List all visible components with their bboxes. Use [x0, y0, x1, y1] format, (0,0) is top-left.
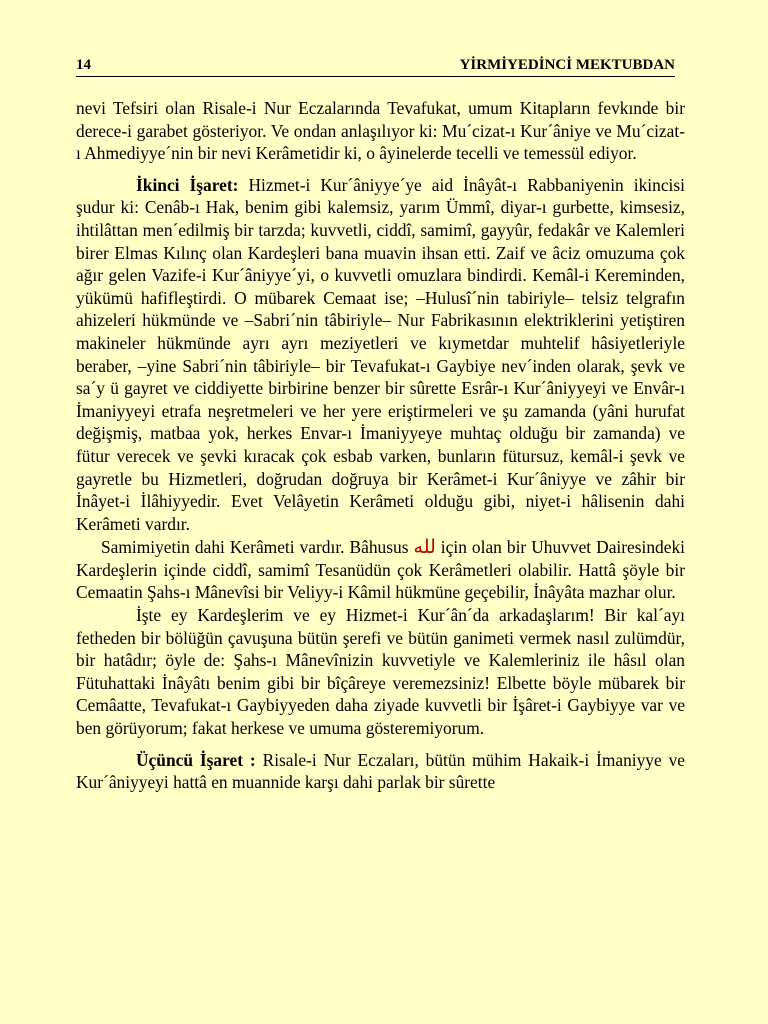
- paragraph-text: için olan bir Uhuvvet Dairesindeki Kardeşlerin içinde ciddî, samimî Tesanüdün çok Kerâmetleri olabilir. Hattâ şöyle bir Cemaatin Şahs-ı Mânevîsi bir Veliyy-i Kâmil hükmüne geçebilir, İnâyâta mazhar olur.: [76, 537, 686, 603]
- paragraph-ikinci-isaret: [76, 174, 685, 536]
- page-body: [76, 97, 685, 794]
- paragraph-continuation: [76, 97, 685, 165]
- paragraph-samimiyet: [76, 536, 685, 604]
- page-header: [76, 56, 675, 77]
- paragraph-iste-ey-kardeslerim: [76, 604, 685, 740]
- paragraph-ucuncu-isaret: [76, 749, 685, 794]
- paragraph-text: Samimiyetin dahi Kerâmeti vardır. Bâhusus: [101, 537, 414, 558]
- paragraph-text: nevi Tefsiri olan Risale-i Nur Eczalarında Tevafukat, umum Kitapların fevkınde bir derece-i garabet gösteriyor. Ve ondan anlaşılıyor ki: Mu´cizat-ı Kur´âniye ve Mu´cizat-ı Ahmediyye´nin bir nevi Kerâmetidir ki, o âyinelerde tecelli ve temessül ediyor.: [76, 98, 685, 164]
- running-title: YİRMİYEDİNCİ MEKTUBDAN: [459, 57, 675, 73]
- section-heading-ikinci-isaret: İkinci İşaret:: [136, 174, 239, 195]
- paragraph-text: İşte ey Kardeşlerim ve ey Hizmet-i Kur´ân´da arkadaşlarım! Bir kal´ayı fetheden bir bölüğün çavuşuna bütün şerefi ve bütün ganimeti vermek nasıl zulümdür, bir hatâdır; öyle de: Şahs-ı Mânevînizin kuvvetiyle ve Kalemleriniz ile hâsıl olan Fütuhattaki İnâyâtı benim gibi bir bîçâreye veremezsiniz! Elbette böyle mübarek bir Cemâatte, Tevafukat-ı Gaybiyyeden daha ziyade kuvvetli bir İşâret-i Gaybiyye var ve ben görüyorum; fakat herkese ve umuma gösteremiyorum.: [76, 605, 685, 739]
- arabic-word-lillah: لله: [413, 536, 436, 559]
- page-number: 14: [76, 57, 91, 73]
- paragraph-text: Risale-i Nur Eczaları, bütün mühim Hakaik-i İmaniyye ve Kur´âniyyeyi hattâ en muannide karşı dahi parlak bir sûrette: [76, 749, 685, 793]
- paragraph-text: Hizmet-i Kur´âniyye´ye aid İnâyât-ı Rabbaniyenin ikincisi şudur ki: Cenâb-ı Hak, benim gibi kalemsiz, yarım Ümmî, diyar-ı gurbette, kimsesiz, ihtilâttan men´edilmiş bir tarzda; kuvvetli, ciddî, samimî, gayyûr, fedakâr ve Kalemleri birer Elmas Kılınç olan Kardeşleri bana muavin ihsan etti. Zaif ve âciz omuzuma çok ağır gelen Vazife-i Kur´âniyye´yi, o kuvvetli omuzlara bindirdi. Kemâl-i Kereminden, yükümü hafifleştirdi. O mübarek Cemaat ise; –Hulusî´nin tabiriyle– telsiz telgrafın ahizeleri hükmünde ve –Sabri´nin tâbiriyle– Nur Fabrikasının elektriklerini yetiştiren makineler hükmünde ayrı ayrı meziyetleri ve kıymetdar muhtelif hâsiyetleriyle beraber, –yine Sabri´nin tâbiriyle– bir Tevafukat-ı Gaybiye nev´inden olarak, şevk ve sa´y ü gayret ve ciddiyette birbirine benzer bir sûrette Esrâr-ı Kur´âniyyeyi ve Envâr-ı İmaniyyeyi etrafa neşretmeleri ve her yere eriştirmeleri ve şu zamanda (yâni hurufat değişmiş, matbaa yok, herkes Envar-ı İmaniyyeye muhtaç olduğu bir zamanda) ve fütur verecek ve şevki kıracak çok esbab varken, bunların fütursuz, kemâl-i şevk ve gayretle bu Hizmetleri, doğrudan doğruya bir Kerâmet-i Kur´âniyye ve zâhir bir İnâyet-i İlâhiyyedir. Evet Velâyetin Kerâmeti olduğu gibi, niyet-i hâlisenin dahi Kerâmeti vardır.: [76, 174, 685, 534]
- section-heading-ucuncu-isaret: Üçüncü İşaret :: [136, 749, 256, 770]
